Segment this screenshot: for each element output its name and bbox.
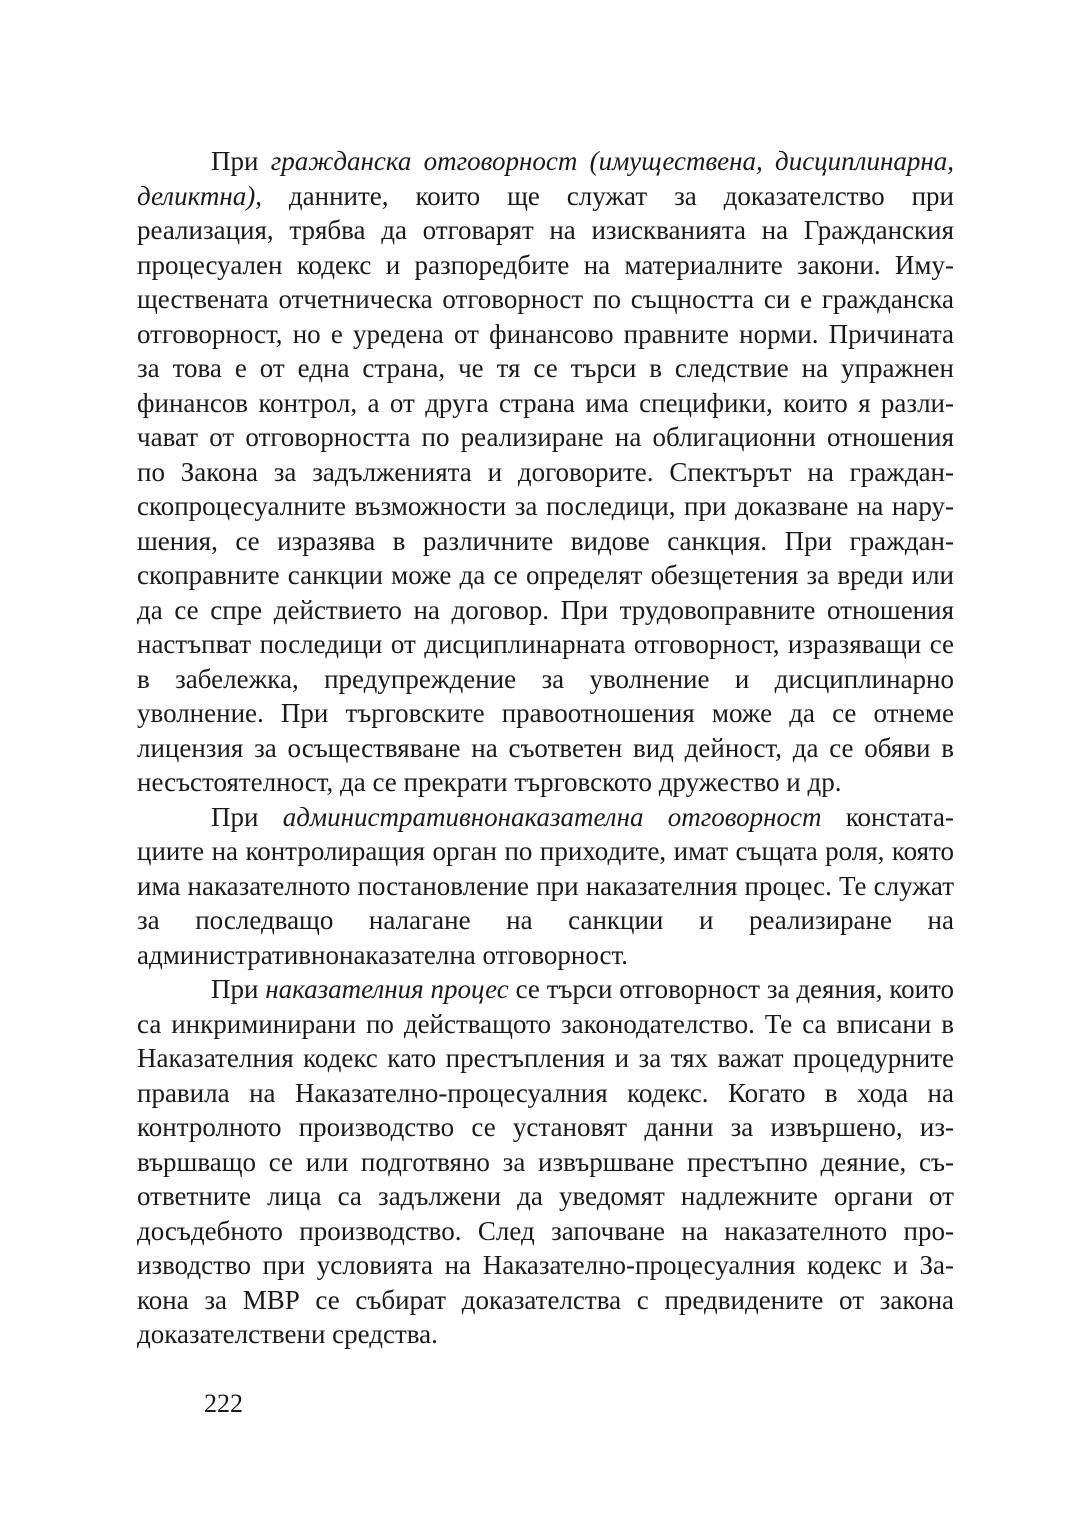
paragraph-civil-liability <box>137 144 954 800</box>
paragraph-lead: При <box>211 146 271 176</box>
paragraph-text: , данните, които ще служат за доказателство при реализация, трябва да отговарят на изискванията на Гражданския процесуален кодекс и разпоредбите на материалните закони. Имуществената отчетническа отговорност по същността си е гражданска отговорност, но е уредена от финансово правните норми. Причината за това е от една страна, че тя се търси в следствие на упражнен финансов контрол, а от друга страна има специфики, които я различават от отговорността по реализиране на облигационни отношения по Закона за задълженията и договорите. Спектърът на гражданскопроцесуалните възможности за последици, при доказване на нарушения, се изразява в различните видове санкция. При гражданскоправните санкции може да се определят обезщетения за вреди или да се спре действието на договор. При трудовоправните отношения настъпват последици от дисциплинарната отговорност, изразяващи се в забележка, предупреждение за уволнение и дисциплинарно уволнение. При търговските правоотношения може да се отнеме лицензия за осъществяване на съответен вид дейност, да се обяви в несъстоятелност, да се прекрати търговското дружество и др. <box>137 180 954 797</box>
paragraph-lead: При <box>211 974 266 1004</box>
paragraph-lead: При <box>211 801 283 832</box>
paragraph-text: констатациите на контролиращия орган по приходите, имат същата роля, която има наказателното постановление при наказателния процес. Те служат за последващо налагане на санкции и реализиране на административнонаказателна отговорност. <box>137 801 954 970</box>
emphasized-term: административнонаказателна отговорност <box>282 801 822 832</box>
paragraph-text: се търси отговорност за деяния, които са инкриминирани по действащото законодателство. Те са вписани в Наказателния кодекс като престъпления и за тях важат процедурните правила на Наказателно-процесуалния кодекс. Когато в хода на контролното производство се установят данни за извършено, извършващо се или подготвяно за извършване престъпно деяние, съответните лица са задължени да уведомят надлежните органи от досъдебното производство. След започване на наказателното производство при условията на Наказателно-процесуалния кодекс и Закона за МВР се събират доказателства с предвидените от закона доказателствени средства. <box>137 974 954 1349</box>
emphasized-term: гражданска отговорност (имуществена, дисциплинарна, деликтна) <box>137 146 954 211</box>
emphasized-term: наказателния процес <box>265 974 509 1004</box>
paragraph-administrative-liability <box>137 800 954 973</box>
page-body <box>137 144 954 1352</box>
paragraph-criminal-process <box>137 972 954 1352</box>
page-number: 222 <box>204 1389 243 1418</box>
